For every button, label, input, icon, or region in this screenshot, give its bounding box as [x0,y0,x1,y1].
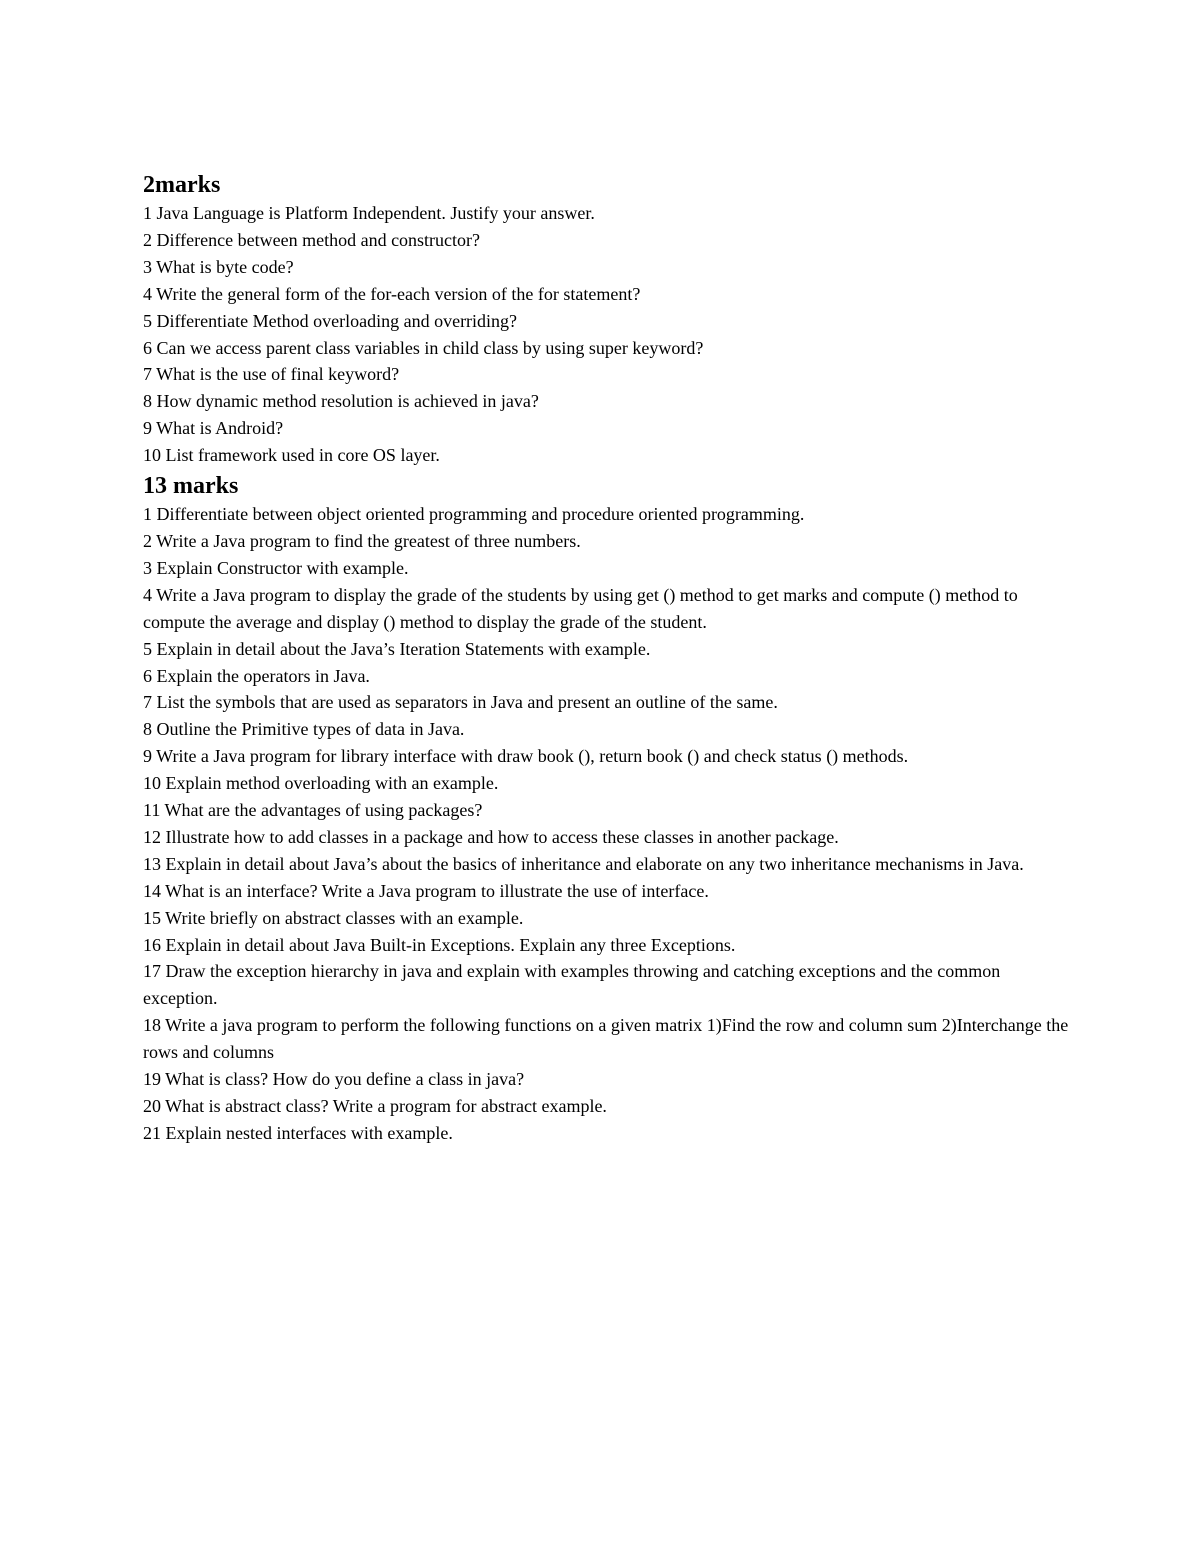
question-item: 3 What is byte code? [143,256,294,277]
question-item: 17 Draw the exception hierarchy in java and explain with examples throwing and catching exceptions and the common exception. [143,961,1001,1009]
two-marks-section [143,170,1073,469]
question-item: 21 Explain nested interfaces with example. [143,1122,453,1143]
question-item: 6 Can we access parent class variables in child class by using super keyword? [143,337,704,358]
question-item: 2 Difference between method and constructor? [143,229,481,250]
section-heading: 13 marks [143,473,239,500]
question-item: 4 Write the general form of the for-each version of the for statement? [143,283,641,304]
thirteen-marks-section [143,471,1073,1147]
question-item: 6 Explain the operators in Java. [143,665,370,686]
question-item: 7 What is the use of final keyword? [143,364,400,385]
question-item: 7 List the symbols that are used as separators in Java and present an outline of the same. [143,692,778,713]
question-item: 8 How dynamic method resolution is achieved in java? [143,391,539,412]
question-item: 20 What is abstract class? Write a program for abstract example. [143,1096,607,1116]
question-item: 19 What is class? How do you define a class in java? [143,1069,525,1090]
question-item: 9 What is Android? [143,418,284,439]
question-item: 9 Write a Java program for library interface with draw book (), return book () and check status () methods. [143,746,909,767]
question-item: 2 Write a Java program to find the greatest of three numbers. [143,530,581,551]
question-item: 5 Differentiate Method overloading and overriding? [143,310,518,331]
question-item: 11 What are the advantages of using packages? [143,800,483,821]
question-item: 1 Differentiate between object oriented programming and procedure oriented programming. [143,504,805,525]
question-list [143,200,1073,469]
question-item: 10 List framework used in core OS layer. [143,445,440,466]
question-item: 16 Explain in detail about Java Built-in Exceptions. Explain any three Exceptions. [143,934,736,955]
question-list [143,501,1073,1147]
question-item: 14 What is an interface? Write a Java program to illustrate the use of interface. [143,880,709,901]
question-item: 3 Explain Constructor with example. [143,557,409,578]
question-item: 10 Explain method overloading with an example. [143,773,499,794]
question-item: 8 Outline the Primitive types of data in Java. [143,719,465,740]
document-page [143,170,1073,1147]
section-heading: 2marks [143,172,221,198]
question-item: 15 Write briefly on abstract classes with an example. [143,907,524,928]
question-item: 18 Write a java program to perform the following functions on a given matrix 1)Find the row and column sum 2)Interchange the rows and columns [143,1015,1069,1063]
question-item: 4 Write a Java program to display the grade of the students by using get () method to get marks and compute () method to compute the average and display () method to display the grade of the student. [143,584,1018,632]
question-item: 12 Illustrate how to add classes in a package and how to access these classes in another package. [143,826,839,847]
question-item: 13 Explain in detail about Java’s about the basics of inheritance and elaborate on any two inheritance mechanisms in Java. [143,853,1024,874]
question-item: 5 Explain in detail about the Java’s Iteration Statements with example. [143,638,651,659]
question-item: 1 Java Language is Platform Independent. Justify your answer. [143,203,595,223]
